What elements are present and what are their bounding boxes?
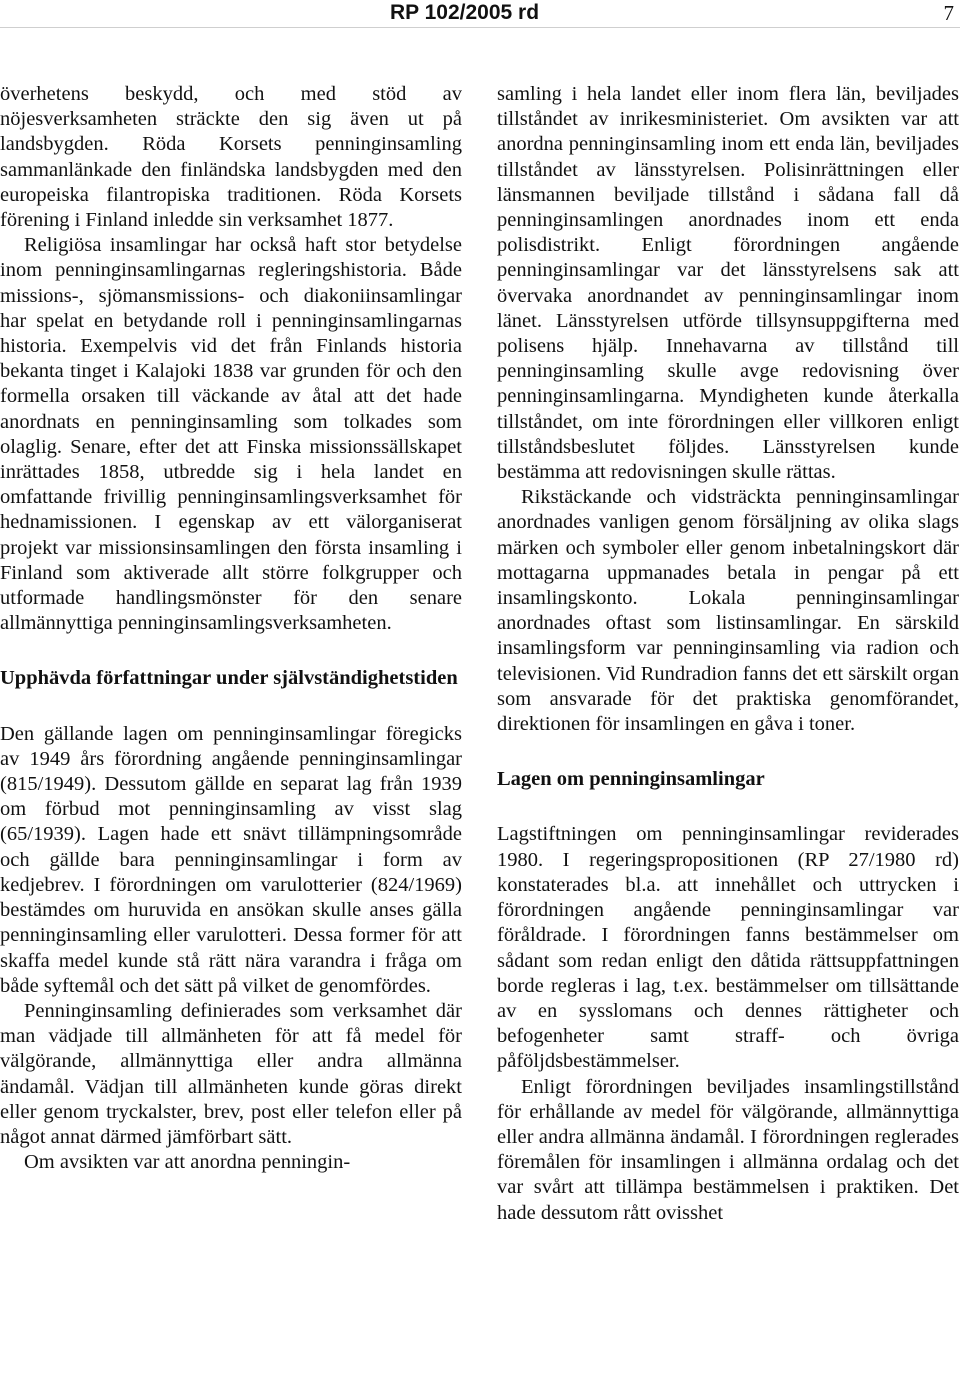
right-column [497,82,959,1226]
paragraph: samling i hela landet eller inom flera län, beviljades tillståndet av inrikesministeriet. Om avsikten var att anordna penninginsamling inom ett enda län, beviljades tillståndet av länsstyrelsen. Polisinrättningen eller länsmannen beviljade tillstånd i sådana fall då penninginsamlingen anordnades inom ett enda polisdistrikt. Enligt förordningen angående penninginsamlingar var det länsstyrelsens sak att övervaka anordnandet av penninginsamlingar inom länet. Länsstyrelsen utförde tillsynsuppgifterna med polisens hjälp. Innehavarna av tillstånd till penninginsamling skulle avge redovisning över penninginsamlingarna. Myndigheten kunde återkalla tillståndet, om inte förordningen eller villkoren enligt tillståndsbeslutet följdes. Länsstyrelsen kunde bestämma att redovisningen skulle rättas. [497,83,959,484]
paragraph: Den gällande lagen om penninginsamlingar föregicks av 1949 års förordning angående penninginsamlingar (815/1949). Dessutom gällde en separat lag från 1939 om förbud mot penninginsamling av visst slag (65/1939). Lagen hade ett snävt tillämpningsområde och gällde bara penninginsamlingar i form av kedjebrev. I förordningen om varulotterier (824/1969) bestämdes om huruvida en ansökan skulle anses gälla penninginsamling eller varulotteri. Dessa former för att skaffa medel kunde stå rätt nära varandra i fråga om både syftemål och det sätt på vilket de genomfördes. [0,722,462,997]
page-number: 7 [943,1,954,25]
section-heading: Upphävda författningar under självständighetstiden [0,667,458,690]
paragraph: överhetens beskydd, och med stöd av nöjesverksamheten sträckte den sig även ut på landsbygden. Röda Korsets penninginsamling sammanlänkade den finländska landsbygden med den europeiska filantropiska traditionen. Röda Korsets förening i Finland inledde sin verksamhet 1877. [0,83,462,232]
paragraph: Rikstäckande och vidsträckta penninginsamlingar anordnades vanligen genom försäljning av olika slags märken och symboler eller genom inbetalningskort där mottagarna uppmanades betala in pengar på ett insamlingskonto. Lokala penninginsamlingar anordnades oftast som listinsamlingar. En särskild insamlingsform var penninginsamling via radion och televisionen. Vid Rundradion fanns det ett särskilt organ som ansvarade för det praktiska genomförandet, direktionen för insamlingen en gåva i toner. [497,486,959,736]
paragraph: Lagstiftningen om penninginsamlingar reviderades 1980. I regeringspropositionen (RP 27/1980 rd) konstaterades bl.a. att innehållet och uttrycken i förordningen angående penninginsamlingar var föråldrade. I förordningen fanns bestämmelser om sådant som redan enligt den dåtida rättsuppfattningen borde regleras i lag, t.ex. bestämmelser om tillsättande av en sysslomans och dennes rättigheter och befogenheter samt straff- och övriga påföljdsbestämmelser. [497,823,959,1073]
document-id: RP 102/2005 rd [390,1,540,24]
paragraph: Penninginsamling definierades som verksamhet där man vädjade till allmänheten för att få medel för välgörande, allmännyttiga eller andra allmänna ändamål. Vädjan till allmänheten kunde göras direkt eller genom tryckalster, brev, post eller telefon eller på något annat därmed jämförbart sätt. [0,999,462,1148]
left-column [0,82,462,1175]
paragraph: Om avsikten var att anordna penningin- [24,1151,351,1174]
paragraph: Religiösa insamlingar har också haft stor betydelse inom penninginsamlingarnas regleringshistoria. Både missions-, sjömansmissions- och diakoniinsamlingar har spelat en betydande roll i penninginsamlingarnas historia. Exempelvis vid det från Finlands historia bekanta tinget i Kalajoki 1838 var grunden för och den formella orsaken till väckande av åtal att det hade anordnats en penninginsamling som tolkades som olaglig. Senare, efter det att Finska missionssällskapet inrättades 1858, utbredde sig i hela landet en omfattande frivillig penninginsamlingsverksamhet för hednamissionen. I egenskap av ett välorganiserat projekt var missionsinsamlingen den första insamling i Finland som aktiverade allt större folkgrupper och utformade handlingsmönster för den senare allmännyttiga penninginsamlingsverksamheten. [0,234,462,635]
paragraph: Enligt förordningen beviljades insamlingstillstånd för erhållande av medel för välgörande, allmännyttiga eller andra allmänna ändamål. I förordningen reglerades föremålen för insamlingen i allmänna ordalag och det var svårt att tillämpa bestämmelsen i praktiken. Det hade dessutom rått ovisshet [497,1075,959,1224]
section-heading: Lagen om penninginsamlingar [497,768,765,791]
page-header [0,0,960,28]
